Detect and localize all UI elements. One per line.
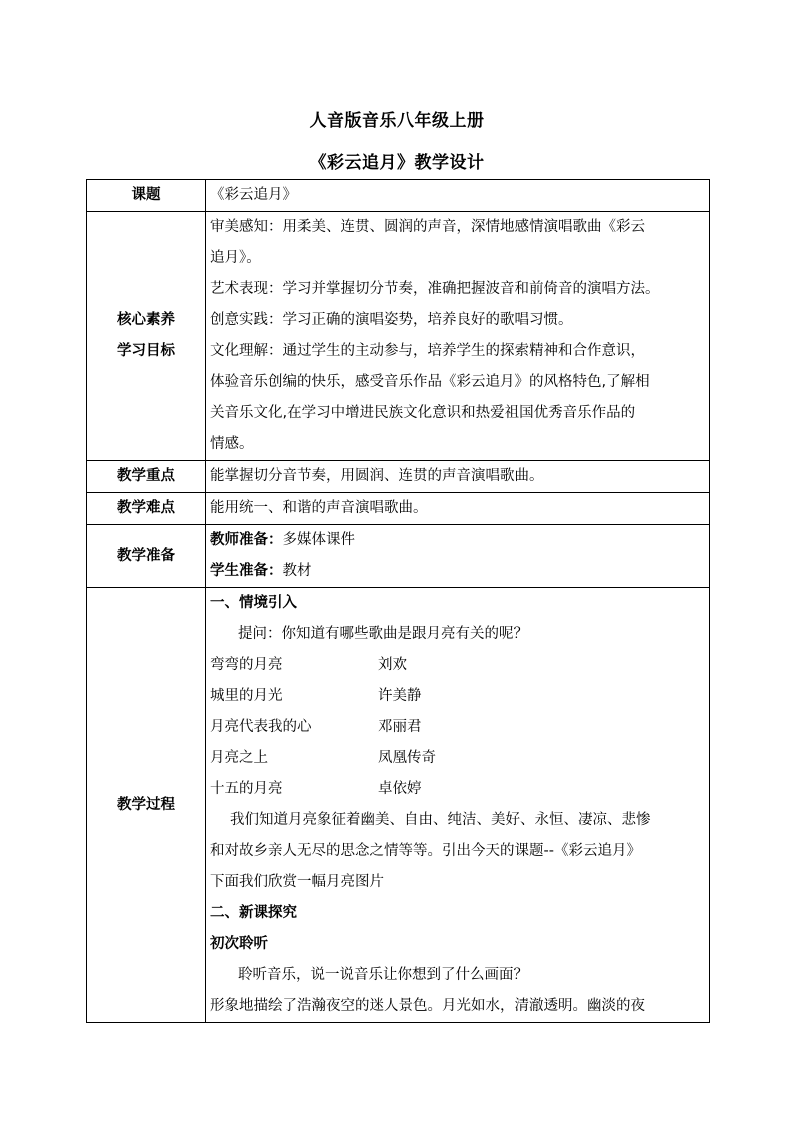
teacher-preparation-label: 教师准备： — [210, 532, 283, 548]
song-singer: 凤凰传奇 — [378, 750, 436, 766]
topic-value: 《彩云追月》 — [206, 180, 710, 212]
song-singer: 刘欢 — [378, 657, 407, 673]
song-singer: 许美静 — [378, 688, 422, 704]
student-preparation-value: 教材 — [282, 563, 312, 579]
key-points-value: 能掌握切分音节奏，用圆润、连贯的声音演唱歌曲。 — [206, 461, 710, 493]
key-points-row — [87, 461, 710, 493]
preparation-content — [206, 525, 710, 588]
paragraph-line: 我们知道月亮象征着幽美、自由、纯洁、美好、永恒、凄凉、悲惨 — [230, 812, 651, 828]
topic-row — [87, 180, 710, 212]
listen-question: 聆听音乐，说一说音乐让你想到了什么画面？ — [238, 967, 528, 983]
key-points-label: 教学重点 — [87, 461, 206, 493]
goals-label-line2: 学习目标 — [117, 343, 175, 359]
goals-line: 审美感知：用柔美、连贯、圆润的声音，深情地感情演唱歌曲《彩云 — [210, 219, 645, 235]
goals-line: 情感。 — [210, 436, 254, 452]
lesson-plan-table — [86, 179, 710, 1023]
song-name: 月亮代表我的心 — [210, 719, 312, 735]
song-row — [210, 650, 709, 681]
goals-line: 体验音乐创编的快乐，感受音乐作品《彩云追月》的风格特色,了解相 — [210, 374, 650, 390]
goals-content — [206, 212, 710, 461]
goals-line: 文化理解：通过学生的主动参与，培养学生的探索精神和合作意识， — [210, 343, 645, 359]
description-line: 形象地描绘了浩瀚夜空的迷人景色。月光如水，清澈透明。幽淡的夜 — [210, 998, 645, 1014]
subsection-title: 初次聆听 — [210, 936, 268, 952]
song-name: 弯弯的月亮 — [210, 657, 283, 673]
song-name: 月亮之上 — [210, 750, 268, 766]
teacher-preparation — [210, 525, 709, 556]
goals-line: 追月》。 — [210, 250, 261, 266]
goals-label-line1: 核心素养 — [117, 312, 175, 328]
preparation-row — [87, 525, 710, 588]
song-row — [210, 712, 709, 743]
process-row — [87, 588, 710, 1023]
preparation-label: 教学准备 — [87, 525, 206, 588]
song-row — [210, 774, 709, 805]
document-title: 人音版音乐八年级上册 — [309, 111, 485, 131]
song-row — [210, 743, 709, 774]
paragraph-line: 下面我们欣赏一幅月亮图片 — [210, 874, 384, 890]
process-label: 教学过程 — [87, 588, 206, 1023]
goals-label — [87, 212, 206, 461]
difficulties-value: 能用统一、和谐的声音演唱歌曲。 — [206, 493, 710, 525]
document-subtitle: 《彩云追月》教学设计 — [309, 153, 485, 173]
song-row — [210, 681, 709, 712]
process-content — [206, 588, 710, 1023]
question-text: 提问：你知道有哪些歌曲是跟月亮有关的呢？ — [238, 626, 528, 642]
song-name: 十五的月亮 — [210, 781, 283, 797]
section-title: 二、新课探究 — [210, 905, 297, 921]
section-title: 一、情境引入 — [210, 595, 297, 611]
goals-line: 创意实践：学习正确的演唱姿势，培养良好的歌唱习惯。 — [210, 312, 573, 328]
song-singer: 卓依婷 — [378, 781, 422, 797]
goals-line: 艺术表现：学习并掌握切分节奏，准确把握波音和前倚音的演唱方法。 — [210, 281, 660, 297]
difficulties-row — [87, 493, 710, 525]
difficulties-label: 教学难点 — [87, 493, 206, 525]
teacher-preparation-value: 多媒体课件 — [282, 532, 355, 548]
song-singer: 邓丽君 — [378, 719, 422, 735]
paragraph-line: 和对故乡亲人无尽的思念之情等等。引出今天的课题--《彩云追月》 — [210, 843, 641, 859]
goals-row — [87, 212, 710, 461]
song-name: 城里的月光 — [210, 688, 283, 704]
topic-label: 课题 — [87, 180, 206, 212]
student-preparation-label: 学生准备： — [210, 563, 283, 579]
goals-line: 关音乐文化,在学习中增进民族文化意识和热爱祖国优秀音乐作品的 — [210, 405, 636, 421]
student-preparation — [210, 556, 709, 587]
